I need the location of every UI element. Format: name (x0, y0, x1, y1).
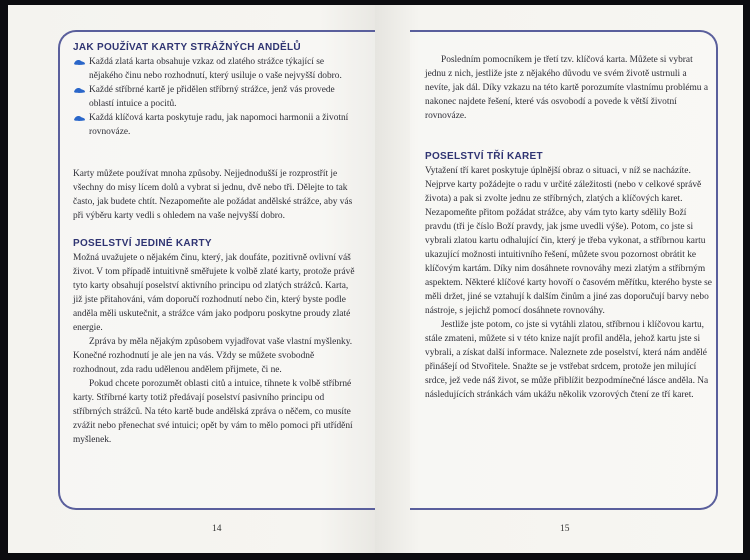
bullet-key-card (73, 111, 358, 139)
bullet-text: Každá zlatá karta obsahuje vzkaz od zlatého strážce týkající se nějakého činu nebo rozhodnutí, který usiluje o vaše nejvyšší dobro. (89, 57, 342, 81)
bullet-gold-card (73, 55, 358, 83)
blue-slipper-icon (73, 113, 89, 127)
paragraph-confused: Jestliže jste potom, co jste si vytáhli zlatou, stříbrnou i klíčovou kartu, stále zmateni, můžete si v této knize najít profil anděla, jehož kartu jste si vybrali, a získat další informace. Naleznete zde poselství, která nám andělé přinášejí od Stvořitele. Snažte se je vstřebat srdcem, protože jen milující srdce, jež vede náš život, se může přiblížit bezpodmínečné lásce anděla. Na následujících stránkách vám ukážu několik vzorových čtení ze tří karet. (425, 320, 709, 400)
right-page-content (425, 53, 713, 402)
left-page-content (73, 41, 358, 447)
bullet-text: Každé stříbrné kartě je přidělen stříbrný strážce, jenž vás provede oblastí intuice a pocitů. (89, 85, 335, 109)
blue-slipper-icon (73, 85, 89, 99)
page-number-left: 14 (212, 524, 222, 534)
bullet-text: Každá klíčová karta poskytuje radu, jak napomoci harmonii a životní rovnováze. (89, 113, 349, 137)
heading-single-card: POSELSTVÍ JEDINÉ KARTY (73, 238, 212, 249)
paragraph-three-cards: Vytažení tří karet poskytuje úplnější obraz o situaci, v níž se nacházíte. Nejprve karty požádejte o radu v určité záležitosti (nebo v celkové správě života) a pak si zvolte jednu ze stříbrných, zlatých a klíčových karet. Nezapomeňte přitom požádat strážce, aby vám tyto karty sdělily Boží pravdu (tři je číslo Boží pravdy, jak jsme uvedli výše). Potom, co jste si vybrali zlatou kartu odhalující čin, který je třeba vykonat, a stříbrnou kartu ukazující možnosti intuitivního řešení, můžete svou pozornost obrátit ke klíčovým kartám. Díky nim dosáhnete rovnováhy mezi zlatým a stříbrným aspektem. Některé klíčové karty hovoří o časovém měřítku, kterého byste se měli držet, jiné se vztahují k dalším činům a jiné zas doporučují barvy nebo nástroje, s jejichž pomocí dosáhnete rovnováhy. (425, 166, 712, 316)
paragraph-usage: Karty můžete používat mnoha způsoby. Nejjednodušší je rozprostřít je všechny do misy lícem dolů a vybrat si jednu, dvě nebo tři. Dělejte to tak často, jak budete chtít. Nezapomeňte ale požádat andělské strážce, aby vás při výběru karty vedli s ohledem na vaše nejvyšší dobro. (73, 169, 353, 221)
paragraph-message: Zpráva by měla nějakým způsobem vyjadřovat vaše vlastní myšlenky. Konečné rozhodnutí je ale jen na vás. Vždy se můžete svobodně rozhodnout, zda radu udělenou andělem přijmete, či ne. (73, 337, 353, 375)
bullet-silver-card (73, 83, 358, 111)
paragraph-key-card: Posledním pomocníkem je třetí tzv. klíčová karta. Můžete si vybrat jednu z nich, jestliže jste z nějakého důvodu ve svém životě ustrnuli a nevíte, jak dál. Díky vzkazu na této kartě porozumíte vlastnímu problému a nakonec najdete řešení, které vás osvobodí a povede k větší životní rovnováze. (425, 55, 708, 121)
page-number-right: 15 (560, 524, 570, 534)
heading-three-cards: POSELSTVÍ TŘÍ KARET (425, 151, 543, 162)
paragraph-silver: Pokud chcete porozumět oblasti citů a intuice, tíhnete k volbě stříbrné karty. Stříbrné karty totiž předávají poselství pasivního principu od stříbrných strážců. Na této kartě bude andělská zpráva o něčem, co musíte zvážit nebo přenechat své intuici; opět by vám to mělo pomoci při utřídění myšlenek. (73, 379, 353, 445)
heading-how-to-use: JAK POUŽÍVAT KARTY STRÁŽNÝCH ANDĚLŮ (73, 42, 301, 53)
blue-slipper-icon (73, 57, 89, 71)
paragraph-single-card: Možná uvažujete o nějakém činu, který, jak doufáte, pozitivně ovlivní váš život. V tom případě intuitivně směřujete k volbě zlaté karty, protože právě tyto karty obsahují poselství aktivního principu od zlatých strážců. Karta, již jste přitahováni, vám doporučí rozhodnutí nebo čin, který byste podle anděla měli uskutečnit, a strážce vám jako podporu poskytne proudy zlaté energie. (73, 253, 355, 333)
